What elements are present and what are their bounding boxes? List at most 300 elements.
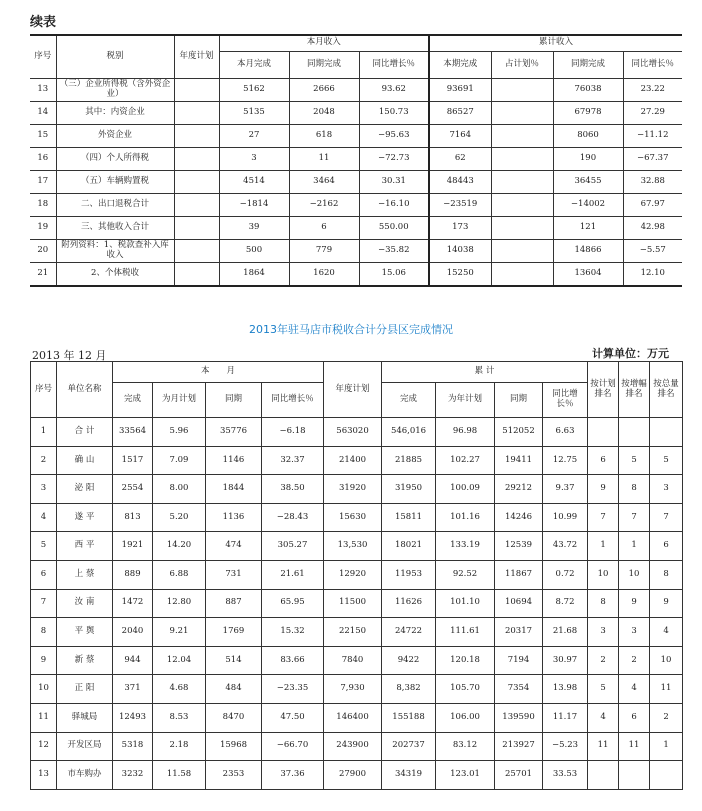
row-annual-plan: 243900 (324, 732, 382, 761)
row-annual-plan: 146400 (324, 703, 382, 732)
row-same-period: 887 (206, 589, 262, 618)
row-month-same-period: 11 (289, 147, 359, 170)
header-month-group: 本 月 (113, 362, 324, 383)
row-yoy: −66.70 (262, 732, 324, 761)
row-cum-yoy: 67.97 (623, 193, 682, 216)
row-done: 944 (113, 646, 153, 675)
row-rank-plan: 3 (588, 618, 619, 647)
row-month-yoy: −16.10 (359, 193, 429, 216)
row-seq: 10 (31, 675, 57, 704)
row-cum-done: 31950 (382, 475, 436, 504)
table-row (30, 193, 682, 216)
row-rank-plan: 7 (588, 503, 619, 532)
row-rank-plan (588, 761, 619, 790)
row-cum-same-period: 67978 (553, 101, 623, 124)
row-annual-plan (174, 216, 219, 239)
table-row (31, 646, 683, 675)
row-month-same-period: 3464 (289, 170, 359, 193)
row-annual-plan (174, 193, 219, 216)
row-cum-this-period: 173 (429, 216, 491, 239)
row-pct-year-plan: 133.19 (436, 532, 495, 561)
row-month-done: 5162 (219, 78, 289, 101)
row-pct-year-plan: 92.52 (436, 560, 495, 589)
row-rank-total (650, 761, 683, 790)
row-yoy: 37.36 (262, 761, 324, 790)
row-cum-same-period: 213927 (495, 732, 543, 761)
row-annual-plan: 7840 (324, 646, 382, 675)
row-unit-name: 平 舆 (57, 618, 113, 647)
table-row (30, 101, 682, 124)
header-month-done: 本月完成 (219, 51, 289, 78)
row-month-yoy: −35.82 (359, 239, 429, 262)
row-done: 889 (113, 560, 153, 589)
row-rank-plan: 2 (588, 646, 619, 675)
row-rank-growth: 9 (619, 589, 650, 618)
row-rank-growth: 11 (619, 732, 650, 761)
row-annual-plan: 27900 (324, 761, 382, 790)
row-rank-total: 10 (650, 646, 683, 675)
row-annual-plan: 7,930 (324, 675, 382, 704)
header-pct-year-plan: 为年计划 (436, 383, 495, 418)
header-cum-group: 累 计 (382, 362, 588, 383)
row-cum-done: 24722 (382, 618, 436, 647)
row-annual-plan: 15630 (324, 503, 382, 532)
row-same-period: 35776 (206, 418, 262, 447)
row-cum-done: 8,382 (382, 675, 436, 704)
row-pct-year-plan: 96.98 (436, 418, 495, 447)
row-annual-plan: 31920 (324, 475, 382, 504)
row-annual-plan: 11500 (324, 589, 382, 618)
row-unit-name: 上 蔡 (57, 560, 113, 589)
row-pct-month-plan: 5.96 (153, 418, 206, 447)
row-month-done: 4514 (219, 170, 289, 193)
row-cum-this-period: 86527 (429, 101, 491, 124)
row-yoy: −6.18 (262, 418, 324, 447)
row-pct-month-plan: 12.04 (153, 646, 206, 675)
row-month-done: 39 (219, 216, 289, 239)
header-rank-growth: 按增幅排名 (619, 362, 650, 418)
header-cum-same-period: 同期 (495, 383, 543, 418)
row-pct-month-plan: 9.21 (153, 618, 206, 647)
row-cum-same-period: 7194 (495, 646, 543, 675)
row-cum-same-period: 13604 (553, 262, 623, 286)
row-unit-name: 合 计 (57, 418, 113, 447)
row-annual-plan: 22150 (324, 618, 382, 647)
table2-title: 2013年驻马店市税收合计分县区完成情况 (249, 323, 453, 336)
row-tax-type: 三、其他收入合计 (56, 216, 174, 239)
row-cum-pct-plan (491, 216, 553, 239)
row-cum-pct-plan (491, 239, 553, 262)
row-annual-plan (174, 124, 219, 147)
row-annual-plan (174, 147, 219, 170)
header-cum-pct-plan: 占计划％ (491, 51, 553, 78)
row-pct-year-plan: 111.61 (436, 618, 495, 647)
row-unit-name: 汝 南 (57, 589, 113, 618)
row-cum-yoy: 9.37 (543, 475, 588, 504)
header-rank-plan: 按计划排名 (588, 362, 619, 418)
row-cum-pct-plan (491, 78, 553, 101)
row-seq: 17 (30, 170, 56, 193)
row-cum-same-period: 12539 (495, 532, 543, 561)
row-cum-done: 11953 (382, 560, 436, 589)
row-cum-done: 21885 (382, 446, 436, 475)
row-annual-plan (174, 101, 219, 124)
row-rank-growth (619, 418, 650, 447)
row-cum-same-period: 25701 (495, 761, 543, 790)
row-rank-total: 4 (650, 618, 683, 647)
row-seq: 2 (31, 446, 57, 475)
table-row (30, 216, 682, 239)
row-seq: 11 (31, 703, 57, 732)
row-pct-month-plan: 11.58 (153, 761, 206, 790)
row-cum-done: 9422 (382, 646, 436, 675)
row-annual-plan: 563020 (324, 418, 382, 447)
row-rank-growth: 1 (619, 532, 650, 561)
tax-income-table (30, 34, 682, 287)
row-month-same-period: 779 (289, 239, 359, 262)
row-cum-yoy: 10.99 (543, 503, 588, 532)
row-seq: 4 (31, 503, 57, 532)
row-cum-yoy: 33.53 (543, 761, 588, 790)
row-unit-name: 确 山 (57, 446, 113, 475)
row-cum-done: 15811 (382, 503, 436, 532)
row-annual-plan (174, 262, 219, 286)
row-cum-this-period: 93691 (429, 78, 491, 101)
row-cum-done: 546,016 (382, 418, 436, 447)
row-cum-done: 202737 (382, 732, 436, 761)
table-row (30, 147, 682, 170)
row-seq: 6 (31, 560, 57, 589)
row-cum-same-period: 19411 (495, 446, 543, 475)
header-yoy: 同比增长％ (262, 383, 324, 418)
row-cum-yoy: 0.72 (543, 560, 588, 589)
table-row (31, 618, 683, 647)
row-seq: 9 (31, 646, 57, 675)
row-unit-name: 正 阳 (57, 675, 113, 704)
county-tax-table (30, 361, 683, 790)
row-seq: 14 (30, 101, 56, 124)
row-cum-same-period: 121 (553, 216, 623, 239)
row-seq: 8 (31, 618, 57, 647)
row-rank-plan: 6 (588, 446, 619, 475)
row-tax-type: （三）企业所得税（含外资企业） (56, 78, 174, 101)
row-cum-yoy: 12.10 (623, 262, 682, 286)
row-cum-yoy: 32.88 (623, 170, 682, 193)
row-month-yoy: 150.73 (359, 101, 429, 124)
row-rank-plan: 1 (588, 532, 619, 561)
row-cum-yoy: 8.72 (543, 589, 588, 618)
header-cum-done: 完成 (382, 383, 436, 418)
row-rank-total: 2 (650, 703, 683, 732)
row-annual-plan: 21400 (324, 446, 382, 475)
table-row (31, 532, 683, 561)
row-rank-growth: 10 (619, 560, 650, 589)
row-rank-plan: 8 (588, 589, 619, 618)
row-pct-month-plan: 4.68 (153, 675, 206, 704)
row-month-same-period: −2162 (289, 193, 359, 216)
header-pct-month-plan: 为月计划 (153, 383, 206, 418)
row-seq: 1 (31, 418, 57, 447)
row-same-period: 514 (206, 646, 262, 675)
row-rank-growth: 3 (619, 618, 650, 647)
row-done: 1921 (113, 532, 153, 561)
row-cum-this-period: 62 (429, 147, 491, 170)
row-cum-yoy: −67.37 (623, 147, 682, 170)
row-pct-month-plan: 8.00 (153, 475, 206, 504)
row-cum-yoy: 11.17 (543, 703, 588, 732)
row-unit-name: 驿城局 (57, 703, 113, 732)
row-cum-same-period: 10694 (495, 589, 543, 618)
row-tax-type: 2、个体税收 (56, 262, 174, 286)
row-tax-type: （四）个人所得税 (56, 147, 174, 170)
row-cum-yoy: 6.63 (543, 418, 588, 447)
row-month-same-period: 1620 (289, 262, 359, 286)
row-pct-month-plan: 5.20 (153, 503, 206, 532)
table-row (31, 675, 683, 704)
row-annual-plan (174, 170, 219, 193)
table-row (31, 761, 683, 790)
header-cum-yoy: 同比增长％ (543, 383, 588, 418)
row-yoy: −23.35 (262, 675, 324, 704)
row-seq: 21 (30, 262, 56, 286)
row-cum-this-period: 15250 (429, 262, 491, 286)
table-row (31, 703, 683, 732)
row-month-yoy: 30.31 (359, 170, 429, 193)
row-pct-year-plan: 105.70 (436, 675, 495, 704)
row-same-period: 15968 (206, 732, 262, 761)
row-rank-plan: 4 (588, 703, 619, 732)
row-month-same-period: 2048 (289, 101, 359, 124)
row-done: 1472 (113, 589, 153, 618)
row-pct-month-plan: 14.20 (153, 532, 206, 561)
row-month-done: −1814 (219, 193, 289, 216)
row-cum-done: 18021 (382, 532, 436, 561)
row-unit-name: 西 平 (57, 532, 113, 561)
row-month-done: 500 (219, 239, 289, 262)
row-yoy: 83.66 (262, 646, 324, 675)
row-cum-yoy: 13.98 (543, 675, 588, 704)
row-seq: 5 (31, 532, 57, 561)
row-rank-total: 11 (650, 675, 683, 704)
row-cum-same-period: 76038 (553, 78, 623, 101)
table-row (30, 124, 682, 147)
row-cum-same-period: 36455 (553, 170, 623, 193)
row-cum-yoy: 30.97 (543, 646, 588, 675)
row-yoy: 15.32 (262, 618, 324, 647)
row-cum-pct-plan (491, 193, 553, 216)
row-cum-pct-plan (491, 262, 553, 286)
row-seq: 13 (31, 761, 57, 790)
row-rank-total: 5 (650, 446, 683, 475)
table-row (30, 239, 682, 262)
row-cum-same-period: 8060 (553, 124, 623, 147)
row-done: 371 (113, 675, 153, 704)
row-pct-month-plan: 7.09 (153, 446, 206, 475)
row-done: 2040 (113, 618, 153, 647)
header-annual-plan: 年度计划 (324, 362, 382, 418)
row-cum-yoy: 27.29 (623, 101, 682, 124)
row-month-same-period: 6 (289, 216, 359, 239)
row-rank-plan (588, 418, 619, 447)
row-seq: 13 (30, 78, 56, 101)
row-tax-type: 外资企业 (56, 124, 174, 147)
row-cum-yoy: −11.12 (623, 124, 682, 147)
row-seq: 7 (31, 589, 57, 618)
row-same-period: 8470 (206, 703, 262, 732)
row-rank-growth (619, 761, 650, 790)
table2-date: 2013 年 12 月 (32, 349, 107, 362)
row-rank-growth: 7 (619, 503, 650, 532)
row-yoy: 21.61 (262, 560, 324, 589)
row-cum-this-period: −23519 (429, 193, 491, 216)
row-cum-done: 11626 (382, 589, 436, 618)
row-pct-month-plan: 6.88 (153, 560, 206, 589)
row-pct-month-plan: 12.80 (153, 589, 206, 618)
row-cum-pct-plan (491, 124, 553, 147)
row-rank-total: 9 (650, 589, 683, 618)
row-done: 5318 (113, 732, 153, 761)
row-tax-type: （五）车辆购置税 (56, 170, 174, 193)
row-cum-same-period: −14002 (553, 193, 623, 216)
row-done: 813 (113, 503, 153, 532)
row-rank-total: 1 (650, 732, 683, 761)
row-unit-name: 遂 平 (57, 503, 113, 532)
table-row (31, 446, 683, 475)
row-seq: 12 (31, 732, 57, 761)
row-annual-plan: 12920 (324, 560, 382, 589)
row-rank-growth: 2 (619, 646, 650, 675)
row-pct-year-plan: 83.12 (436, 732, 495, 761)
row-cum-pct-plan (491, 147, 553, 170)
row-rank-plan: 9 (588, 475, 619, 504)
row-cum-same-period: 512052 (495, 418, 543, 447)
header-unit-name: 单位名称 (57, 362, 113, 418)
row-same-period: 1136 (206, 503, 262, 532)
row-unit-name: 新 蔡 (57, 646, 113, 675)
row-pct-year-plan: 120.18 (436, 646, 495, 675)
row-cum-done: 155188 (382, 703, 436, 732)
table-row (30, 78, 682, 101)
row-yoy: 47.50 (262, 703, 324, 732)
row-month-yoy: −95.63 (359, 124, 429, 147)
table-row (31, 503, 683, 532)
table-row (30, 170, 682, 193)
row-same-period: 484 (206, 675, 262, 704)
row-month-yoy: 93.62 (359, 78, 429, 101)
row-done: 1517 (113, 446, 153, 475)
row-cum-same-period: 14866 (553, 239, 623, 262)
row-pct-year-plan: 100.09 (436, 475, 495, 504)
row-rank-plan: 11 (588, 732, 619, 761)
row-rank-growth: 8 (619, 475, 650, 504)
row-seq: 3 (31, 475, 57, 504)
row-month-done: 27 (219, 124, 289, 147)
row-pct-year-plan: 106.00 (436, 703, 495, 732)
header-rank-total: 按总量排名 (650, 362, 683, 418)
row-yoy: 38.50 (262, 475, 324, 504)
row-cum-this-period: 14038 (429, 239, 491, 262)
header-same-period: 同期 (206, 383, 262, 418)
row-unit-name: 开发区局 (57, 732, 113, 761)
row-done: 33564 (113, 418, 153, 447)
table-row (31, 475, 683, 504)
row-tax-type: 其中：内资企业 (56, 101, 174, 124)
row-rank-plan: 5 (588, 675, 619, 704)
header-this-month-group: 本月收入 (219, 35, 429, 51)
row-rank-total: 8 (650, 560, 683, 589)
row-rank-plan: 10 (588, 560, 619, 589)
row-cum-yoy: 42.98 (623, 216, 682, 239)
row-cum-done: 34319 (382, 761, 436, 790)
row-seq: 16 (30, 147, 56, 170)
table-row (31, 589, 683, 618)
row-cum-same-period: 29212 (495, 475, 543, 504)
header-done: 完成 (113, 383, 153, 418)
header-seq: 序号 (31, 362, 57, 418)
row-yoy: −28.43 (262, 503, 324, 532)
row-annual-plan (174, 239, 219, 262)
row-cum-same-period: 190 (553, 147, 623, 170)
row-pct-year-plan: 102.27 (436, 446, 495, 475)
row-cum-yoy: −5.23 (543, 732, 588, 761)
row-month-done: 5135 (219, 101, 289, 124)
table-row (31, 732, 683, 761)
row-rank-total: 7 (650, 503, 683, 532)
row-month-done: 3 (219, 147, 289, 170)
row-rank-growth: 4 (619, 675, 650, 704)
table-row (31, 560, 683, 589)
row-done: 2554 (113, 475, 153, 504)
row-month-done: 1864 (219, 262, 289, 286)
row-cum-this-period: 7164 (429, 124, 491, 147)
row-yoy: 305.27 (262, 532, 324, 561)
row-cum-yoy: −5.57 (623, 239, 682, 262)
row-same-period: 1769 (206, 618, 262, 647)
row-pct-year-plan: 101.16 (436, 503, 495, 532)
row-cum-same-period: 7354 (495, 675, 543, 704)
row-month-same-period: 2666 (289, 78, 359, 101)
header-seq: 序号 (30, 35, 56, 78)
row-tax-type: 二、出口退税合计 (56, 193, 174, 216)
row-month-same-period: 618 (289, 124, 359, 147)
header-tax-type: 税别 (56, 35, 174, 78)
row-cum-same-period: 14246 (495, 503, 543, 532)
row-cum-this-period: 48443 (429, 170, 491, 193)
row-rank-total: 6 (650, 532, 683, 561)
row-unit-name: 市车购办 (57, 761, 113, 790)
row-cum-pct-plan (491, 170, 553, 193)
row-cum-same-period: 11867 (495, 560, 543, 589)
header-annual-plan: 年度计划 (174, 35, 219, 78)
row-month-yoy: 15.06 (359, 262, 429, 286)
header-month-yoy: 同比增长％ (359, 51, 429, 78)
row-rank-growth: 6 (619, 703, 650, 732)
row-same-period: 731 (206, 560, 262, 589)
row-same-period: 2353 (206, 761, 262, 790)
row-seq: 19 (30, 216, 56, 239)
row-annual-plan: 13,530 (324, 532, 382, 561)
row-seq: 15 (30, 124, 56, 147)
header-cum-same-period: 同期完成 (553, 51, 623, 78)
row-rank-total (650, 418, 683, 447)
row-rank-total: 3 (650, 475, 683, 504)
row-cum-yoy: 23.22 (623, 78, 682, 101)
table-row (30, 262, 682, 286)
row-seq: 18 (30, 193, 56, 216)
row-same-period: 474 (206, 532, 262, 561)
row-cum-pct-plan (491, 101, 553, 124)
table-row (31, 418, 683, 447)
